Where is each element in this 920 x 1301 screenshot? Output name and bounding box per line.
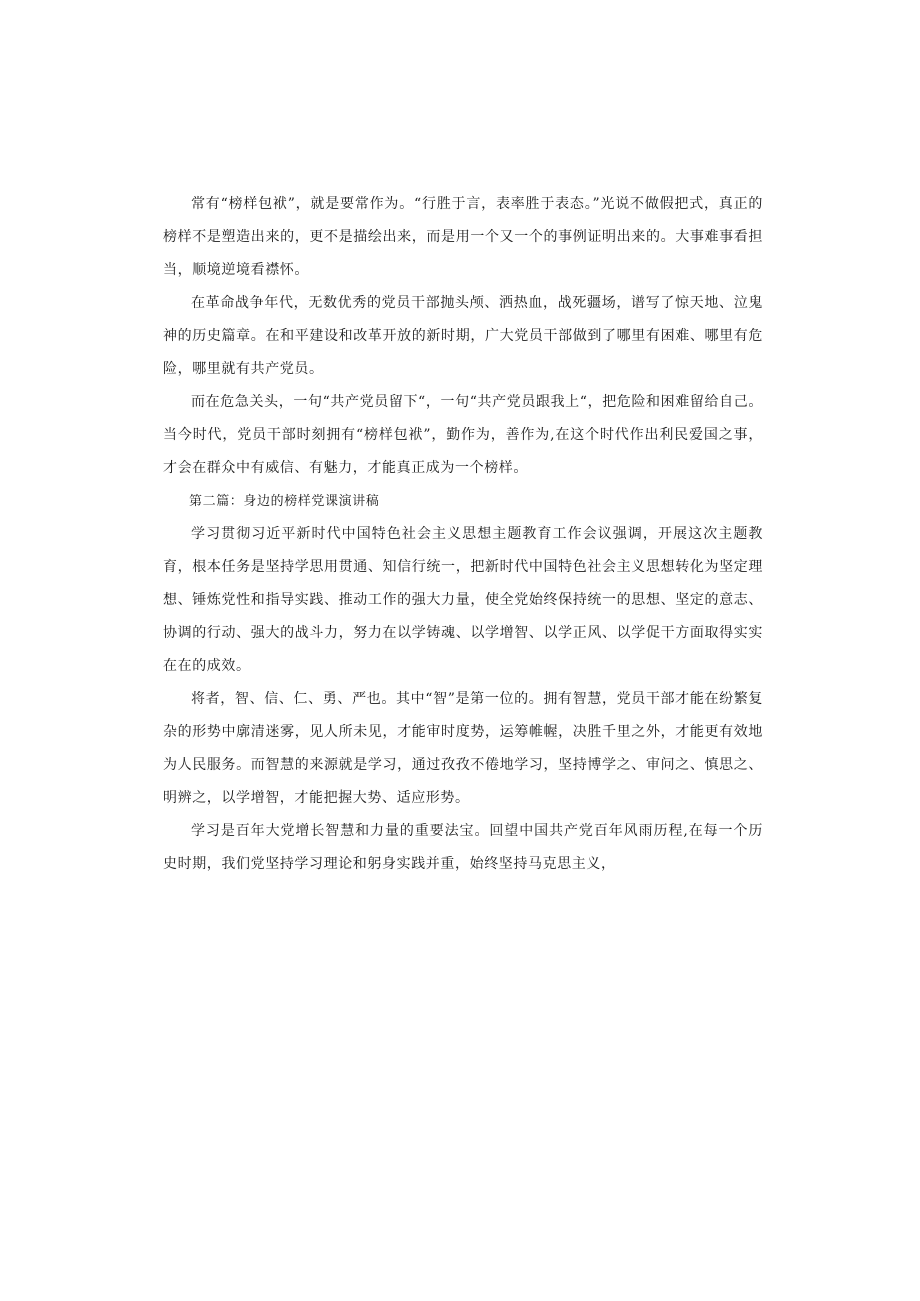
section-paragraph-2: 将者，智、信、仁、勇、严也。其中“智”是第一位的。拥有智慧，党员干部才能在纷繁复杂的形势中廓清迷雾，见人所未见，才能审时度势，运筹帷幄，决胜千里之外，才能更有效地为人民服务。而智慧的来源就是学习，通过孜孜不倦地学习，坚持博学之、审问之、慎思之、明辨之，以学增智，才能把握大势、适应形势。 [163,691,763,806]
section-heading: 第二篇：身边的榜样党课演讲稿 [189,494,380,509]
section-paragraph-3: 学习是百年大党增长智慧和力量的重要法宝。回望中国共产党百年风雨历程,在每一个历史时期，我们党坚持学习理论和躬身实践并重，始终坚持马克思主义， [163,823,763,872]
paragraph-3: 而在危急关头，一句“共产党员留下“，一句“共产党员跟我上“，把危险和困难留给自己。当今时代，党员干部时刻拥有“榜样包袱”，勤作为，善作为,在这个时代作出利民爱国之事，才会在群众中有威信、有魅力，才能真正成为一个榜样。 [163,394,763,476]
paragraph-2: 在革命战争年代，无数优秀的党员干部抛头颅、洒热血，战死疆场，谱写了惊天地、泣鬼神的历史篇章。在和平建设和改革开放的新时期，广大党员干部做到了哪里有困难、哪里有危险，哪里就有共产党员。 [163,295,763,377]
paragraph-1: 常有“榜样包袱”，就是要常作为。“行胜于言，表率胜于表态。”光说不做假把式，真正的榜样不是塑造出来的，更不是描绘出来，而是用一个又一个的事例证明出来的。大事难事看担当，顺境逆境看襟怀。 [163,196,763,278]
section-paragraph-1: 学习贯彻习近平新时代中国特色社会主义思想主题教育工作会议强调，开展这次主题教育，根本任务是坚持学思用贯通、知信行统一，把新时代中国特色社会主义思想转化为坚定理想、锤炼党性和指导实践、推动工作的强大力量，使全党始终保持统一的思想、坚定的意志、协调的行动、强大的战斗力，努力在以学铸魂、以学增智、以学正风、以学促干方面取得实实在在的成效。 [163,526,763,674]
document-body [163,188,763,881]
